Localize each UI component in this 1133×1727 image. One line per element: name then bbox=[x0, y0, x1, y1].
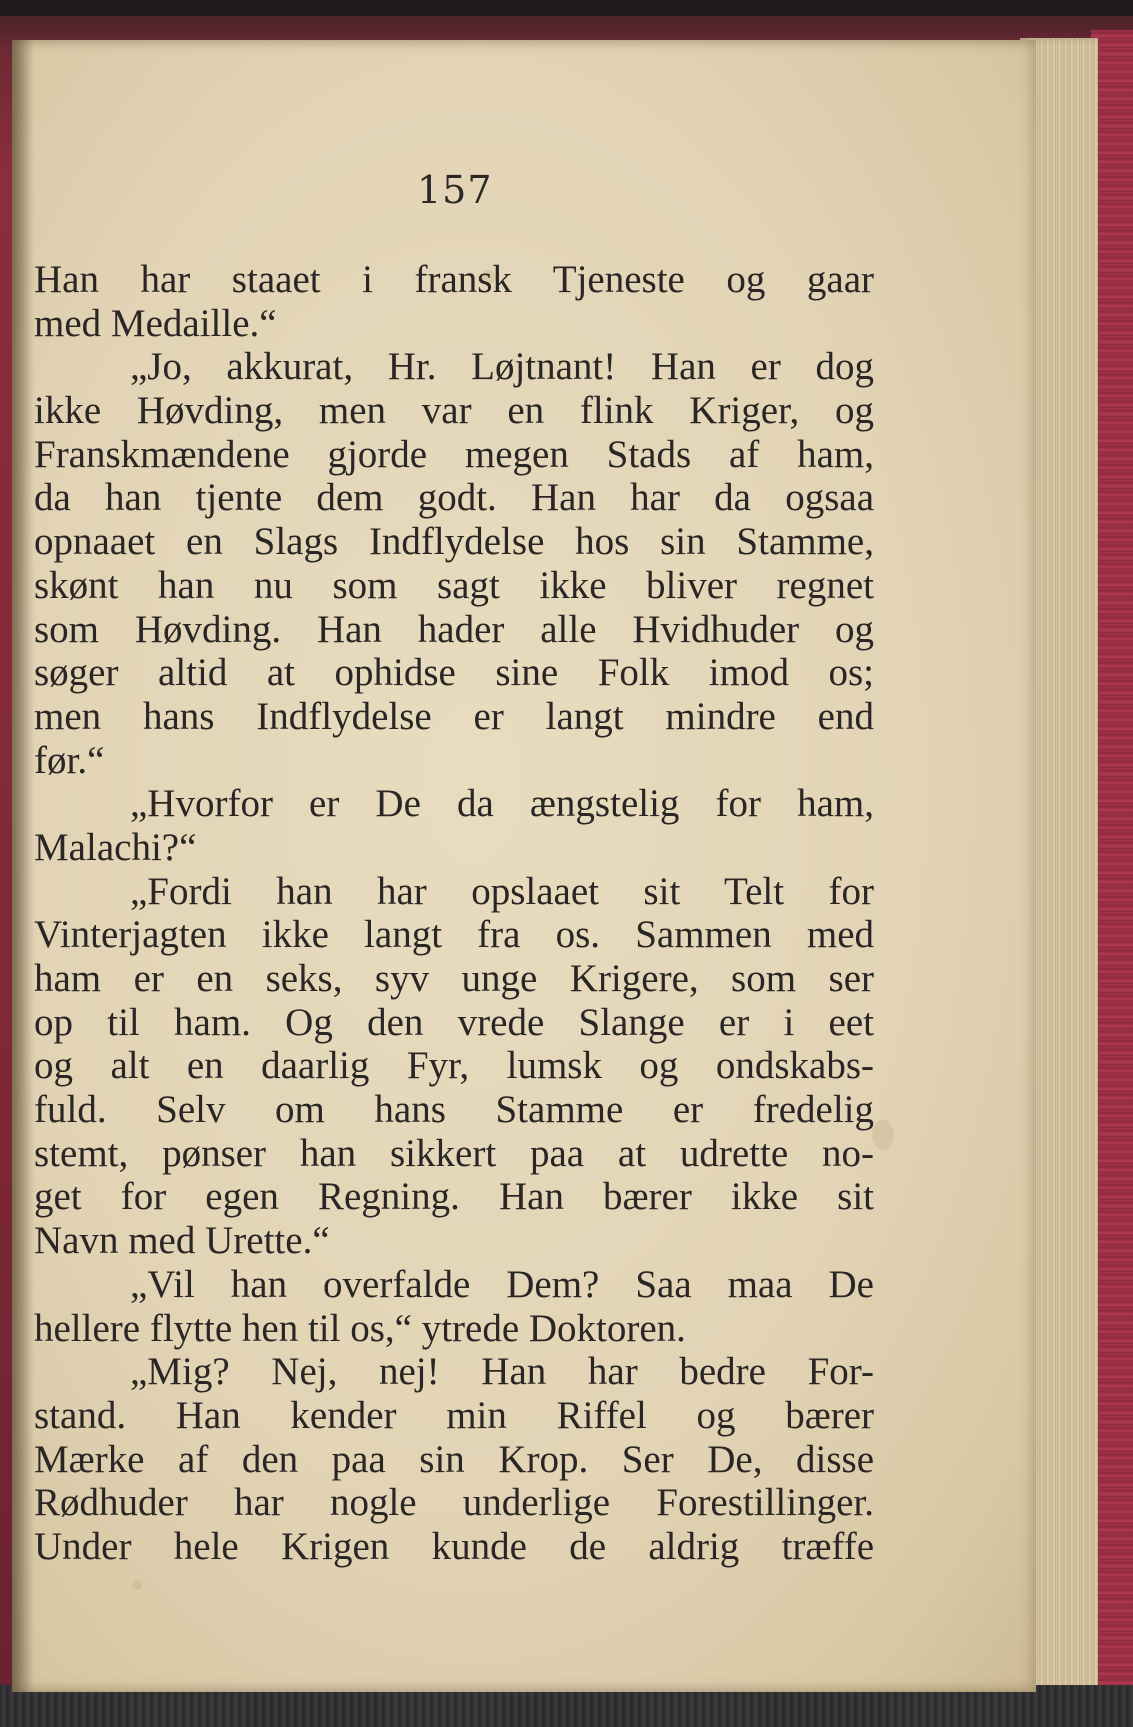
text-line: op til ham. Og den vrede Slange er i eet bbox=[34, 1000, 874, 1044]
text-line: „Fordi han har opslaaet sit Telt for bbox=[130, 869, 874, 913]
text-line: Vinterjagten ikke langt fra os. Sammen med bbox=[34, 913, 874, 957]
paper-spot bbox=[132, 1580, 142, 1590]
text-line: „Hvorfor er De da ængstelig for ham, bbox=[130, 782, 874, 826]
text-line: søger altid at ophidse sine Folk imod os; bbox=[34, 651, 874, 695]
text-line: „Jo, akkurat, Hr. Løjtnant! Han er dog bbox=[130, 345, 874, 389]
text-line: men hans Indflydelse er langt mindre end bbox=[34, 694, 874, 738]
text-line: Malachi?“ bbox=[34, 825, 197, 869]
text-line: stemt, pønser han sikkert paa at udrette no- bbox=[34, 1131, 874, 1175]
text-line: fuld. Selv om hans Stamme er fredelig bbox=[34, 1088, 874, 1132]
text-line: „Vil han overfalde Dem? Saa maa De bbox=[130, 1262, 874, 1306]
book-page bbox=[12, 40, 1036, 1692]
gutter-shadow bbox=[12, 40, 34, 1692]
paper-spot bbox=[872, 1120, 894, 1150]
text-line: Under hele Krigen kunde de aldrig træffe bbox=[34, 1524, 874, 1568]
text-line: „Mig? Nej, nej! Han har bedre For- bbox=[130, 1350, 874, 1394]
text-line: opnaaet en Slags Indflydelse hos sin Stamme, bbox=[34, 520, 874, 564]
text-line: ham er en seks, syv unge Krigere, som ser bbox=[34, 957, 874, 1000]
text-line: Rødhuder har nogle underlige Forestillinger. bbox=[34, 1481, 874, 1525]
text-line: get for egen Regning. Han bærer ikke sit bbox=[34, 1175, 874, 1219]
text-line: da han tjente dem godt. Han har da ogsaa bbox=[34, 476, 874, 520]
text-line: Han har staaet i fransk Tjeneste og gaar bbox=[34, 258, 874, 301]
text-line: som Høvding. Han hader alle Hvidhuder og bbox=[34, 607, 874, 651]
text-line: stand. Han kender min Riffel og bærer bbox=[34, 1393, 874, 1437]
text-line: hellere flytte hen til os,“ ytrede Doktoren. bbox=[34, 1306, 686, 1350]
text-line: Navn med Urette.“ bbox=[34, 1219, 330, 1263]
body-text bbox=[34, 258, 874, 1569]
cover-top-edge bbox=[0, 0, 1133, 16]
text-line: Franskmændene gjorde megen Stads af ham, bbox=[34, 432, 874, 476]
text-line: Mærke af den paa sin Krop. Ser De, disse bbox=[34, 1437, 874, 1481]
text-line: og alt en daarlig Fyr, lumsk og ondskabs- bbox=[34, 1044, 874, 1088]
page-number: 157 bbox=[417, 168, 493, 212]
text-line: skønt han nu som sagt ikke bliver regnet bbox=[34, 563, 874, 607]
text-line: med Medaille.“ bbox=[34, 301, 277, 345]
text-line: før.“ bbox=[34, 738, 105, 782]
text-line: ikke Høvding, men var en flink Kriger, og bbox=[34, 389, 874, 433]
